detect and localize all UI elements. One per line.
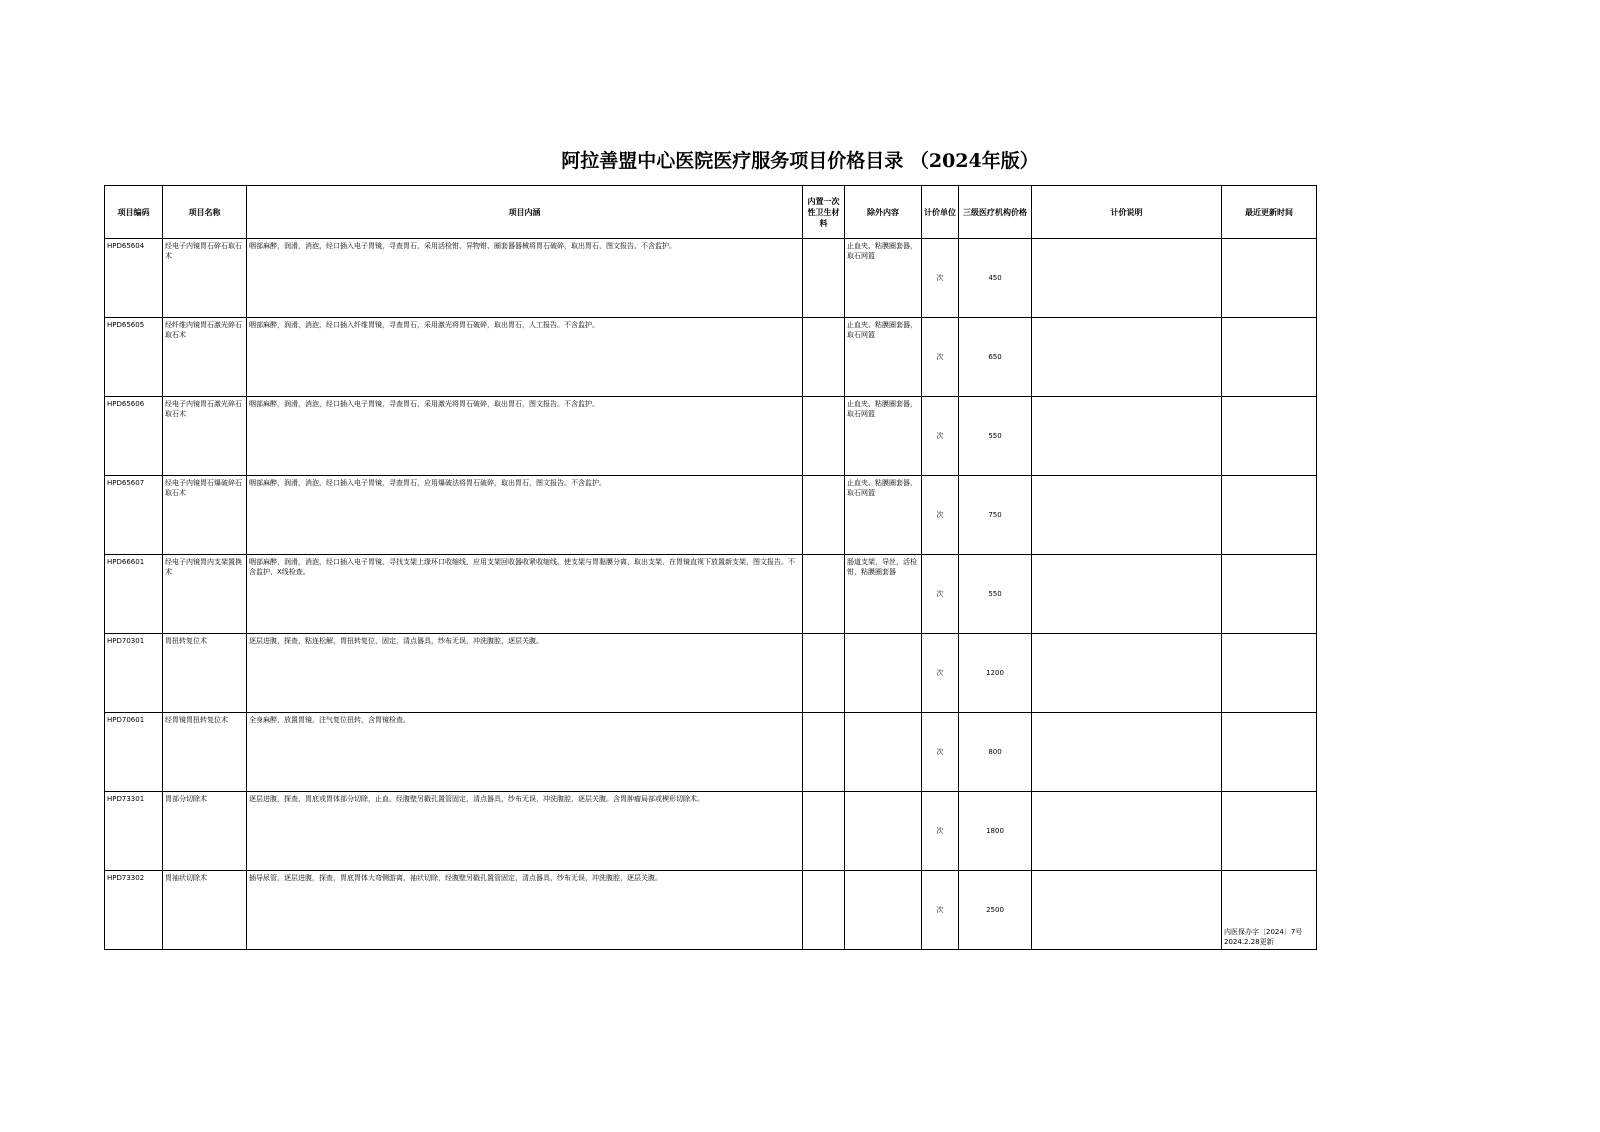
cell-code: HPD66601 xyxy=(105,555,163,634)
cell-content: 咽部麻醉，润滑，消泡，经口插入纤维胃镜，寻查胃石，采用激光将胃石破碎，取出胃石，人工报告。不含监护。 xyxy=(247,318,803,397)
cell-notes xyxy=(1032,476,1222,555)
cell-consumables xyxy=(803,555,845,634)
cell-name: 胃扭转复位术 xyxy=(163,634,247,713)
cell-name: 经电子内镜胃石碎石取石术 xyxy=(163,239,247,318)
cell-name: 经胃镜胃扭转复位术 xyxy=(163,713,247,792)
cell-code: HPD73301 xyxy=(105,792,163,871)
cell-notes xyxy=(1032,397,1222,476)
cell-updated xyxy=(1222,713,1317,792)
cell-unit: 次 xyxy=(922,871,959,950)
cell-unit: 次 xyxy=(922,555,959,634)
cell-code: HPD70301 xyxy=(105,634,163,713)
cell-price: 1200 xyxy=(959,634,1032,713)
cell-price: 800 xyxy=(959,713,1032,792)
cell-unit: 次 xyxy=(922,476,959,555)
header-code: 项目编码 xyxy=(105,186,163,239)
cell-name: 经电子内镜胃内支架置换术 xyxy=(163,555,247,634)
cell-exclusions: 止血夹、粘膜圈套器，取石网篮 xyxy=(845,239,922,318)
cell-updated xyxy=(1222,239,1317,318)
cell-price: 2500 xyxy=(959,871,1032,950)
table-row xyxy=(105,476,1317,555)
table-row xyxy=(105,239,1317,318)
table-row xyxy=(105,318,1317,397)
cell-unit: 次 xyxy=(922,713,959,792)
table-row xyxy=(105,555,1317,634)
cell-consumables xyxy=(803,713,845,792)
cell-consumables xyxy=(803,476,845,555)
cell-price: 550 xyxy=(959,555,1032,634)
cell-name: 胃袖状切除术 xyxy=(163,871,247,950)
cell-content: 全身麻醉，放置胃镜，注气复位扭转，含胃镜检查。 xyxy=(247,713,803,792)
cell-price: 1800 xyxy=(959,792,1032,871)
cell-content: 咽部麻醉，润滑，消泡，经口插入电子胃镜，寻查胃石，采用激光将胃石破碎，取出胃石，图文报告。不含监护。 xyxy=(247,397,803,476)
cell-notes xyxy=(1032,634,1222,713)
header-row xyxy=(105,186,1317,239)
cell-notes xyxy=(1032,555,1222,634)
cell-price: 750 xyxy=(959,476,1032,555)
cell-content: 插导尿管，逐层进腹，探查，胃底胃体大弯侧游离，袖状切除，经腹壁另戳孔置管固定，清点器具，纱布无误，冲洗腹腔，逐层关腹。 xyxy=(247,871,803,950)
cell-updated xyxy=(1222,555,1317,634)
cell-exclusions xyxy=(845,792,922,871)
cell-exclusions: 肠道支架，导丝，活检钳，粘膜圈套器 xyxy=(845,555,922,634)
header-name: 项目名称 xyxy=(163,186,247,239)
cell-unit: 次 xyxy=(922,239,959,318)
page-title: 阿拉善盟中心医院医疗服务项目价格目录 （2024年版） xyxy=(561,150,1039,172)
cell-code: HPD65605 xyxy=(105,318,163,397)
cell-notes xyxy=(1032,239,1222,318)
header-unit: 计价单位 xyxy=(922,186,959,239)
cell-unit: 次 xyxy=(922,792,959,871)
cell-price: 650 xyxy=(959,318,1032,397)
cell-content: 逐层进腹，探查，胃底或胃体部分切除，止血，经腹壁另戳孔置管固定，清点器具，纱布无误，冲洗腹腔，逐层关腹。含胃肿瘤局部或楔形切除术。 xyxy=(247,792,803,871)
cell-updated: 内医保办字〔2024〕7号 2024.2.28更新 xyxy=(1222,871,1317,950)
cell-notes xyxy=(1032,792,1222,871)
cell-updated xyxy=(1222,318,1317,397)
cell-unit: 次 xyxy=(922,397,959,476)
price-table xyxy=(104,185,1317,950)
header-updated: 最近更新时间 xyxy=(1222,186,1317,239)
cell-notes xyxy=(1032,713,1222,792)
cell-content: 咽部麻醉，润滑，消泡，经口插入电子胃镜，寻查胃石，采用活检钳、异物钳、圈套器器械将胃石破碎，取出胃石，图文报告。不含监护。 xyxy=(247,239,803,318)
cell-consumables xyxy=(803,792,845,871)
cell-content: 咽部麻醉，润滑，消泡，经口插入电子胃镜，寻找支架上缘环口收缩线，应用支架回收器收紧收缩线，使支架与胃黏膜分离，取出支架，在胃镜直视下放置新支架，图文报告。不含监护、X线检查。 xyxy=(247,555,803,634)
cell-updated xyxy=(1222,634,1317,713)
cell-code: HPD73302 xyxy=(105,871,163,950)
header-exclusions: 除外内容 xyxy=(845,186,922,239)
cell-consumables xyxy=(803,318,845,397)
cell-unit: 次 xyxy=(922,634,959,713)
header-notes: 计价说明 xyxy=(1032,186,1222,239)
cell-code: HPD65607 xyxy=(105,476,163,555)
cell-updated xyxy=(1222,792,1317,871)
cell-price: 450 xyxy=(959,239,1032,318)
cell-unit: 次 xyxy=(922,318,959,397)
cell-consumables xyxy=(803,634,845,713)
cell-exclusions xyxy=(845,634,922,713)
cell-exclusions xyxy=(845,713,922,792)
cell-consumables xyxy=(803,397,845,476)
cell-name: 经电子内镜胃石激光碎石取石术 xyxy=(163,397,247,476)
cell-exclusions: 止血夹、粘膜圈套器，取石网篮 xyxy=(845,318,922,397)
cell-notes xyxy=(1032,318,1222,397)
cell-exclusions: 止血夹、粘膜圈套器，取石网篮 xyxy=(845,476,922,555)
cell-updated xyxy=(1222,397,1317,476)
header-content: 项目内涵 xyxy=(247,186,803,239)
table-row xyxy=(105,792,1317,871)
cell-consumables xyxy=(803,871,845,950)
table-row xyxy=(105,871,1317,950)
cell-code: HPD70601 xyxy=(105,713,163,792)
cell-price: 550 xyxy=(959,397,1032,476)
cell-name: 经纤维内镜胃石激光碎石取石术 xyxy=(163,318,247,397)
table-body xyxy=(105,239,1317,950)
cell-updated xyxy=(1222,476,1317,555)
table-row xyxy=(105,634,1317,713)
cell-exclusions: 止血夹、粘膜圈套器，取石网篮 xyxy=(845,397,922,476)
cell-content: 咽部麻醉，润滑，消泡，经口插入电子胃镜，寻查胃石，应用爆破法将胃石破碎，取出胃石，图文报告。不含监护。 xyxy=(247,476,803,555)
cell-name: 胃部分切除术 xyxy=(163,792,247,871)
cell-consumables xyxy=(803,239,845,318)
cell-name: 经电子内镜胃石爆破碎石取石术 xyxy=(163,476,247,555)
table-row xyxy=(105,713,1317,792)
cell-code: HPD65604 xyxy=(105,239,163,318)
header-consumables: 内置一次性卫生材料 xyxy=(803,186,845,239)
table-row xyxy=(105,397,1317,476)
cell-content: 逐层进腹，探查，粘连松解，胃扭转复位，固定，清点器具，纱布无误，冲洗腹腔，逐层关腹。 xyxy=(247,634,803,713)
cell-notes xyxy=(1032,871,1222,950)
cell-exclusions xyxy=(845,871,922,950)
cell-code: HPD65606 xyxy=(105,397,163,476)
header-price: 三级医疗机构价格 xyxy=(959,186,1032,239)
